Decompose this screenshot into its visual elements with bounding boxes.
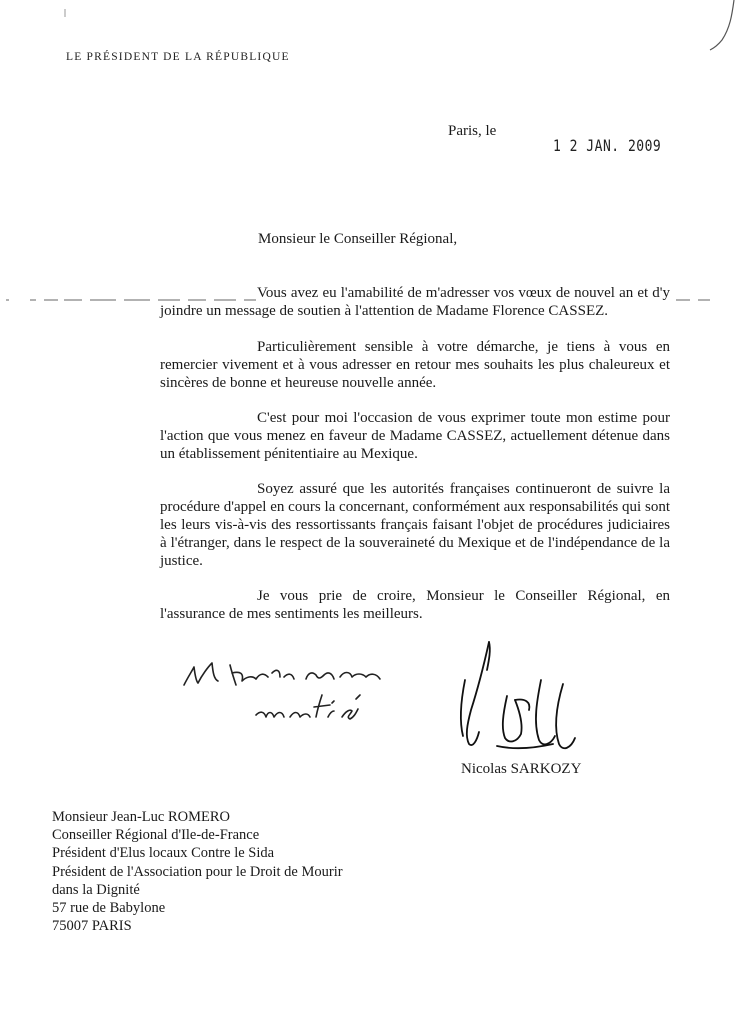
recipient-address — [52, 808, 343, 935]
paragraph-2: Particulièrement sensible à votre démarche, je tiens à vous en remercier vivement et à vous adresser en retour mes souhaits les plus chaleureux et sincères de bonne et heureuse nouvelle année. — [160, 339, 670, 391]
signature — [445, 640, 595, 760]
recipient-line: Monsieur Jean-Luc ROMERO — [52, 809, 231, 825]
recipient-line: 75007 PARIS — [52, 918, 132, 935]
date-place: Paris, le — [448, 123, 497, 139]
paragraph-4: Soyez assuré que les autorités françaises continueront de suivre la procédure d'appel en cours la concernant, conformément aux responsabilités qui sont les leurs vis-à-vis des ressortissants français faisant l'objet de procédures judiciaires à l'étranger, dans le respect de la souveraineté du Mexique et de l'indépendance de la justice. — [160, 481, 670, 569]
paragraph-1: Vous avez eu l'amabilité de m'adresser vos vœux de nouvel an et d'y joindre un message de soutien à l'attention de Madame Florence CASSEZ. — [160, 285, 670, 319]
signer-name: Nicolas SARKOZY — [461, 761, 582, 777]
recipient-line: Conseiller Régional d'Ile-de-France — [52, 827, 260, 844]
recipient-line: dans la Dignité — [52, 881, 140, 898]
letterhead: LE PRÉSIDENT DE LA RÉPUBLIQUE — [66, 51, 290, 63]
recipient-line: Président d'Elus locaux Contre le Sida — [52, 845, 275, 862]
handwritten-note — [180, 655, 400, 735]
date-stamp: 1 2 JAN. 2009 — [553, 137, 662, 156]
letter-body — [160, 284, 670, 640]
recipient-line: Président de l'Association pour le Droit de Mourir — [52, 863, 343, 880]
corner-mark — [62, 9, 68, 17]
paragraph-3: C'est pour moi l'occasion de vous exprimer toute mon estime pour l'action que vous menez en faveur de Madame CASSEZ, actuellement détenue dans un établissement pénitentiaire au Mexique. — [160, 410, 670, 462]
salutation: Monsieur le Conseiller Régional, — [258, 231, 458, 247]
edge-stroke-mark — [708, 0, 738, 60]
paragraph-5: Je vous prie de croire, Monsieur le Conseiller Régional, en l'assurance de mes sentiments les meilleurs. — [160, 588, 670, 622]
recipient-line: 57 rue de Babylone — [52, 900, 166, 917]
